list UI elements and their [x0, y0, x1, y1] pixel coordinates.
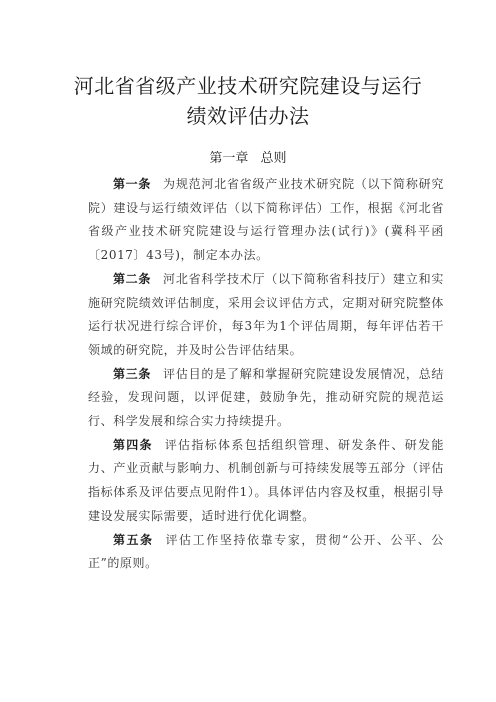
- article-number: 第五条: [113, 532, 154, 547]
- article-number: 第二条: [113, 271, 152, 286]
- article-number: 第一条: [113, 177, 152, 191]
- article-number: 第四条: [113, 437, 153, 452]
- article-2: [88, 268, 444, 363]
- article-text: 评估目的是了解和掌握研究院建设发展情况，总结经验，发现问题，以评促建，鼓励争先，推动研究院的规范运行、科学发展和综合实力持续提升。: [88, 366, 444, 429]
- article-4: [88, 434, 444, 529]
- article-text: 评估指标体系包括组织管理、研发条件、研发能力、产业贡献与影响力、机制创新与可持续发展等五部分（评估指标体系及评估要点见附件1）。具体评估内容及权重，根据引导建设发展实际需要，适时进行优化调整。: [88, 437, 444, 523]
- article-number: 第三条: [113, 366, 152, 381]
- article-text: 评估工作坚持依靠专家，贯彻“公开、公平、公正”的原则。: [88, 532, 444, 571]
- article-1: [88, 173, 444, 268]
- article-text: 河北省科学技术厅（以下简称省科技厅）建立和实施研究院绩效评估制度，采用会议评估方式，定期对研究院整体运行状况进行综合评价，每3年为1个评估周期，每年评估若干领域的研究院，并及时公告评估结果。: [88, 271, 444, 357]
- document-title-line2: 绩效评估办法: [186, 104, 310, 128]
- document-body: [88, 173, 444, 576]
- article-text: 为规范河北省省级产业技术研究院（以下简称研究院）建设与运行绩效评估（以下简称评估）工作，根据《河北省省级产业技术研究院建设与运行管理办法(试行)》(冀科平函〔2017〕43号)，制定本办法。: [88, 177, 444, 263]
- document-title-line1: 河北省省级产业技术研究院建设与运行: [73, 74, 423, 98]
- article-5: [88, 529, 444, 576]
- article-3: [88, 363, 444, 434]
- chapter-heading: 第一章 总则: [209, 151, 287, 166]
